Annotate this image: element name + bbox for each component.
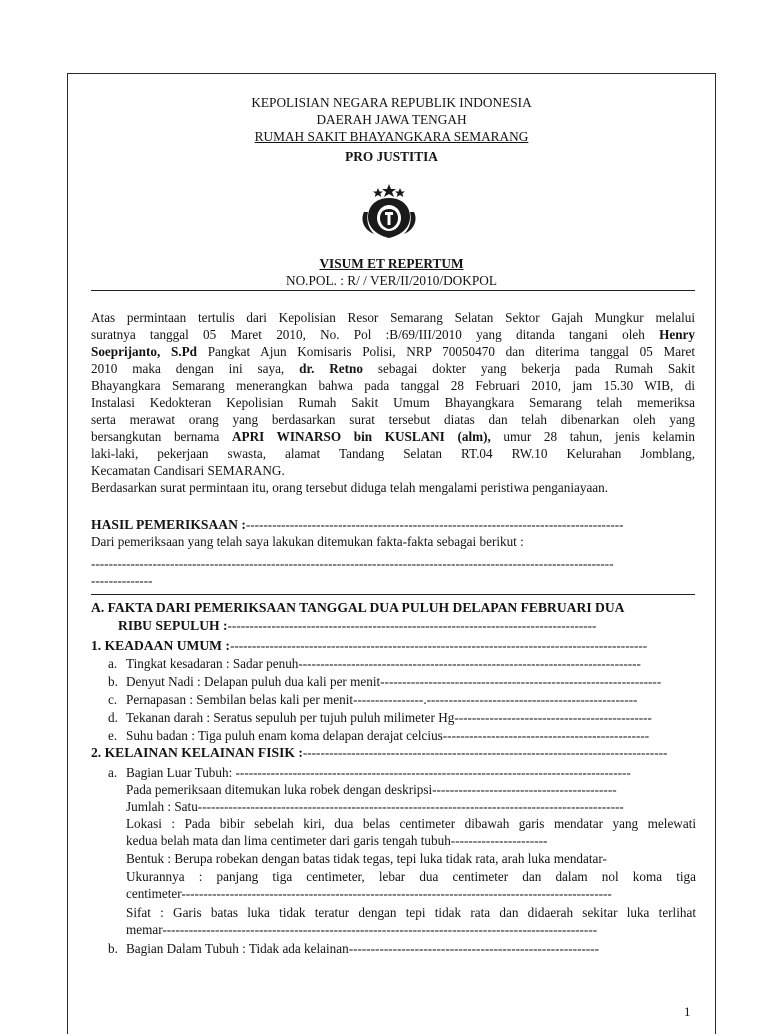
patient-name: APRI WINARSO bin KUSLANI (alm), (232, 429, 491, 444)
intro-line-9: laki-laki, pekerjaan swasta, alamat Tandang Selatan RT.04 RW.10 Kelurahan Jomblang, (91, 446, 695, 461)
document-number: NO.POL. : R/ / VER/II/2010/DOKPOL (285, 273, 498, 288)
section-a-title: A. FAKTA DARI PEMERIKSAAN TANGGAL DUA PULUH DELAPAN FEBRUARI DUA (91, 600, 625, 615)
vital-item-e-mark: e. (108, 728, 118, 743)
vital-item-b-mark: b. (108, 674, 118, 689)
kelainan-dash: ----------------------------------------------------------------------------------- (302, 745, 668, 760)
finding-line-5: Bentuk : Berupa robekan dengan batas tidak tegas, tepi luka tidak rata, arah luka mendatar- (126, 851, 607, 866)
vital-item-b: Denyut Nadi : Delapan puluh dua kali per menit---------------------------------------------------------------- (126, 674, 662, 689)
section-a-heading (91, 600, 695, 617)
hasil-title: HASIL PEMERIKSAAN : (91, 517, 246, 532)
page-number: 1 (684, 1004, 691, 1019)
hasil-heading (91, 517, 695, 534)
vital-item-e: Suhu badan : Tiga puluh enam koma delapan derajat celcius----------------------------------------------- (126, 728, 650, 743)
intro-line-6: Instalasi Kedokteran Kepolisian Rumah Sakit Umum Bhayangkara Semarang telah memeriksa (91, 395, 695, 410)
finding-line-2: Jumlah : Satu------------------------------------------------------------------------------------------------- (126, 799, 624, 814)
header-hospital (67, 128, 716, 145)
intro-line-11: Berdasarkan surat permintaan itu, orang tersebut diduga telah mengalami peristiwa penganiayaan. (91, 480, 609, 495)
vital-item-c: Pernapasan : Sembilan belas kali per menit----------------.------------------------------------------------ (126, 692, 638, 707)
police-emblem-icon (356, 182, 422, 240)
header-pro-justitia: PRO JUSTITIA (345, 149, 438, 164)
intro-line-2-text: suratnya tanggal 05 Maret 2010, No. Pol :B/69/III/2010 yang ditanda tangani oleh (91, 327, 660, 342)
vital-item-a: Tingkat kesadaran : Sadar penuh------------------------------------------------------------------------------ (126, 656, 641, 671)
keadaan-umum-title: 1. KEADAAN UMUM : (91, 638, 230, 653)
keadaan-umum-heading (91, 638, 695, 655)
section-a-dash: ------------------------------------------------------------------------------------ (227, 618, 597, 633)
finding-line-3: Lokasi : Pada bibir sebelah kiri, dua belas centimeter dibawah garis mendatar yang melewati (126, 816, 696, 831)
vital-item-d-mark: d. (108, 710, 118, 725)
header-region: DAERAH JAWA TENGAH (316, 112, 467, 127)
hasil-dash-line-1: ----------------------------------------------------------------------------------------------------------------------- (91, 556, 614, 571)
intro-line-3 (91, 344, 695, 361)
intro-line-8-text: bersangkutan bernama (91, 429, 232, 444)
section-divider (91, 594, 695, 595)
intro-line-10: Kecamatan Candisari SEMARANG. (91, 463, 285, 478)
header-hospital-text: RUMAH SAKIT BHAYANGKARA SEMARANG (254, 129, 529, 144)
finding-line-7: centimeter-------------------------------------------------------------------------------------------------- (126, 886, 612, 901)
intro-line-4 (91, 361, 695, 378)
hasil-title-dash: -------------------------------------------------------------------------------------- (245, 517, 624, 532)
header-institution: KEPOLISIAN NEGARA REPUBLIK INDONESIA (251, 95, 532, 110)
section-a-heading-cont (118, 618, 696, 635)
external-body-mark: a. (108, 765, 118, 780)
document-title: VISUM ET REPERTUM (319, 256, 464, 271)
internal-body-mark: b. (108, 941, 118, 956)
intro-line-3-text: Pangkat Ajun Komisaris Polisi, NRP 70050470 dan diterima tanggal 05 Maret (196, 344, 695, 359)
kelainan-heading (91, 745, 695, 762)
intro-line-7: serta merawat orang yang berdasarkan surat tersebut diatas dan telah dibenarkan oleh yang (91, 412, 695, 427)
requester-name-cont: Soeprijanto, S.Pd (91, 344, 197, 359)
finding-line-6: Ukurannya : panjang tiga centimeter, lebar dua centimeter dan dalam nol koma tiga (126, 869, 696, 884)
external-body-title: Bagian Luar Tubuh: ------------------------------------------------------------------------------------------ (126, 765, 631, 780)
vital-item-a-mark: a. (108, 656, 118, 671)
vital-item-d: Tekanan darah : Seratus sepuluh per tujuh puluh milimeter Hg--------------------------------------------- (126, 710, 652, 725)
finding-line-8: Sifat : Garis batas luka tidak teratur dengan tepi tidak rata dan didaerah sekitar luka terlihat (126, 905, 696, 920)
requester-name: Henry (659, 327, 695, 342)
finding-line-1: Pada pemeriksaan ditemukan luka robek dengan deskripsi------------------------------------------ (126, 782, 617, 797)
vital-item-c-mark: c. (108, 692, 118, 707)
doctor-name: dr. Retno (299, 361, 363, 376)
internal-body-text: Bagian Dalam Tubuh : Tidak ada kelainan--------------------------------------------------------- (126, 941, 600, 956)
intro-line-1: Atas permintaan tertulis dari Kepolisian Resor Semarang Selatan Sektor Gajah Mungkur melalui (91, 310, 695, 325)
section-a-title-cont: RIBU SEPULUH : (118, 618, 228, 633)
intro-line-4-text: 2010 maka dengan ini saya, (91, 361, 300, 376)
finding-line-4: kedua belah mata dan lima centimeter dari garis tengah tubuh---------------------- (126, 833, 548, 848)
intro-line-5: Bhayangkara Semarang menerangkan bahwa pada tanggal 28 Februari 2010, jam 15.30 WIB, di (91, 378, 695, 393)
intro-line-8-text-2: umur 28 tahun, jenis kelamin (490, 429, 695, 444)
hasil-dash-line-2: -------------- (91, 573, 153, 588)
keadaan-umum-dash: ----------------------------------------------------------------------------------------------- (229, 638, 648, 653)
finding-line-9: memar--------------------------------------------------------------------------------------------------- (126, 922, 598, 937)
kelainan-title: 2. KELAINAN KELAINAN FISIK : (91, 745, 303, 760)
intro-line-2 (91, 327, 695, 344)
hasil-text: Dari pemeriksaan yang telah saya lakukan ditemukan fakta-fakta sebagai berikut : (91, 534, 524, 549)
title-divider (91, 290, 695, 291)
intro-line-4-text-2: sebagai dokter yang bekerja pada Rumah Sakit (362, 361, 695, 376)
intro-line-8 (91, 429, 695, 446)
